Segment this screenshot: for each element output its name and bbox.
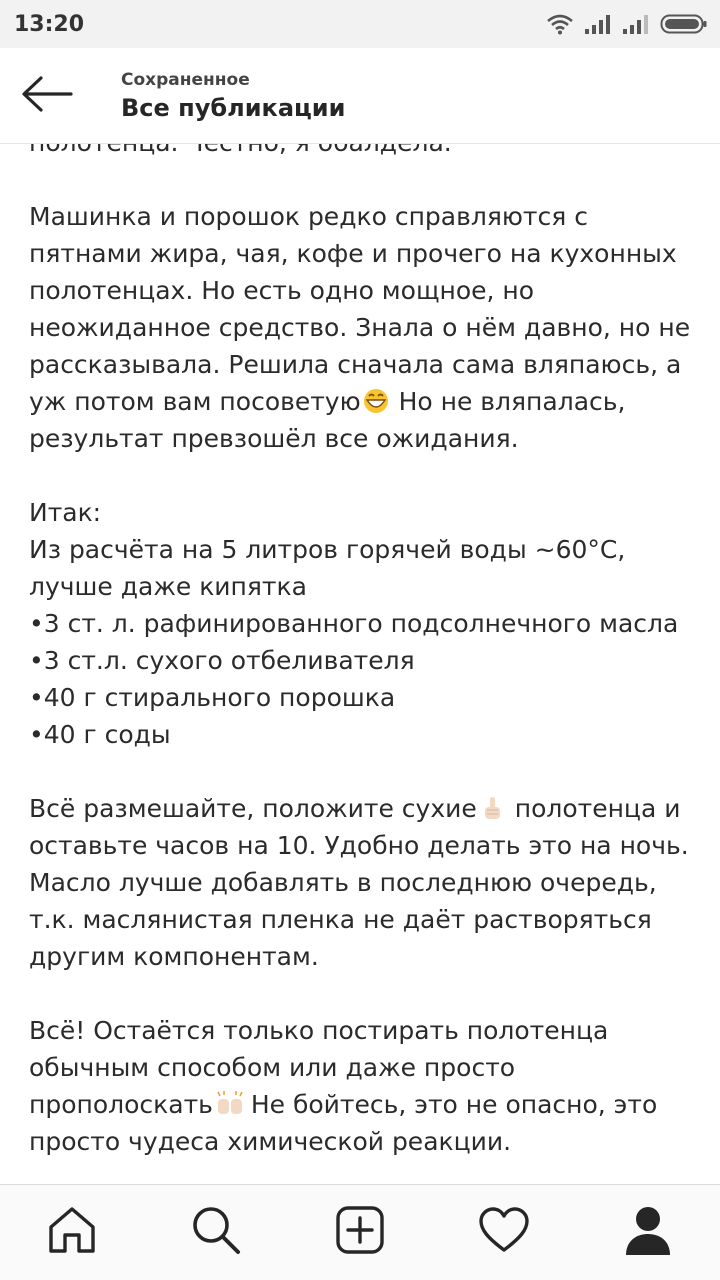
post-content[interactable] xyxy=(0,144,720,1184)
caption-line xyxy=(29,790,699,827)
search-icon xyxy=(190,1204,242,1261)
caption-line: •3 ст. л. рафинированного подсолнечного масла xyxy=(29,609,679,638)
wifi-icon xyxy=(546,13,574,35)
caption-line: результат превзошёл все ожидания. xyxy=(29,424,519,453)
caption-line: полотенцах. Но есть одно мощное, но xyxy=(29,276,535,305)
caption-line: другим компонентам. xyxy=(29,942,319,971)
caption-line: просто чудеса химической реакции. xyxy=(29,1127,512,1156)
caption-line xyxy=(29,383,699,420)
caption-text: уж потом вам посоветую xyxy=(29,387,361,416)
back-button[interactable] xyxy=(14,68,80,124)
nav-search[interactable] xyxy=(176,1193,256,1273)
heart-icon xyxy=(478,1206,530,1259)
new-post-icon xyxy=(335,1205,385,1260)
arrow-left-icon xyxy=(21,76,73,117)
header-subtitle: Сохраненное xyxy=(121,70,250,90)
caption-text: Не бойтесь, это не опасно, это xyxy=(242,1090,658,1119)
status-icons xyxy=(546,10,708,38)
grinning-face-emoji xyxy=(361,387,391,413)
caption-text: Всё размешайте, положите сухие xyxy=(29,794,477,823)
caption-text: Но не вляпалась, xyxy=(390,387,626,416)
profile-icon xyxy=(624,1205,672,1260)
battery-icon xyxy=(660,13,708,35)
home-icon xyxy=(47,1205,97,1260)
nav-new-post[interactable] xyxy=(320,1193,400,1273)
caption-line: обычным способом или даже просто xyxy=(29,1053,516,1082)
post-caption xyxy=(29,124,699,1160)
caption-line: Итак: xyxy=(29,498,102,527)
caption-line: Масло лучше добавлять в последнюю очередь, xyxy=(29,868,657,897)
caption-line: •40 г стирального порошка xyxy=(29,683,396,712)
caption-line: пятнами жира, чая, кофе и прочего на кухонных xyxy=(29,239,677,268)
raised-hands-emoji xyxy=(213,1090,243,1116)
status-bar xyxy=(0,0,720,48)
pointing-up-emoji xyxy=(477,794,507,820)
nav-home[interactable] xyxy=(32,1193,112,1273)
caption-line: неожиданное средство. Знала о нём давно, но не xyxy=(29,313,691,342)
caption-text: полотенца и xyxy=(506,794,681,823)
signal-icon xyxy=(622,13,650,35)
page-title: Все публикации xyxy=(121,94,346,122)
caption-text: прополоскать xyxy=(29,1090,213,1119)
caption-line: Машинка и порошок редко справляются с xyxy=(29,202,588,231)
caption-line: оставьте часов на 10. Удобно делать это на ночь. xyxy=(29,831,689,860)
nav-activity[interactable] xyxy=(464,1193,544,1273)
caption-line: лучше даже кипятка xyxy=(29,572,307,601)
caption-line xyxy=(29,1086,699,1123)
nav-profile[interactable] xyxy=(608,1193,688,1273)
caption-line: •40 г соды xyxy=(29,720,171,749)
caption-line: Из расчёта на 5 литров горячей воды ~60°С, xyxy=(29,535,626,564)
caption-line: т.к. маслянистая пленка не даёт растворяться xyxy=(29,905,652,934)
bottom-nav xyxy=(0,1184,720,1280)
header xyxy=(0,48,720,144)
caption-line: рассказывала. Решила сначала сама вляпаюсь, а xyxy=(29,350,682,379)
caption-line: •3 ст.л. сухого отбеливателя xyxy=(29,646,415,675)
signal-icon xyxy=(584,13,612,35)
caption-line: Всё! Остаётся только постирать полотенца xyxy=(29,1016,609,1045)
status-time: 13:20 xyxy=(14,12,85,37)
